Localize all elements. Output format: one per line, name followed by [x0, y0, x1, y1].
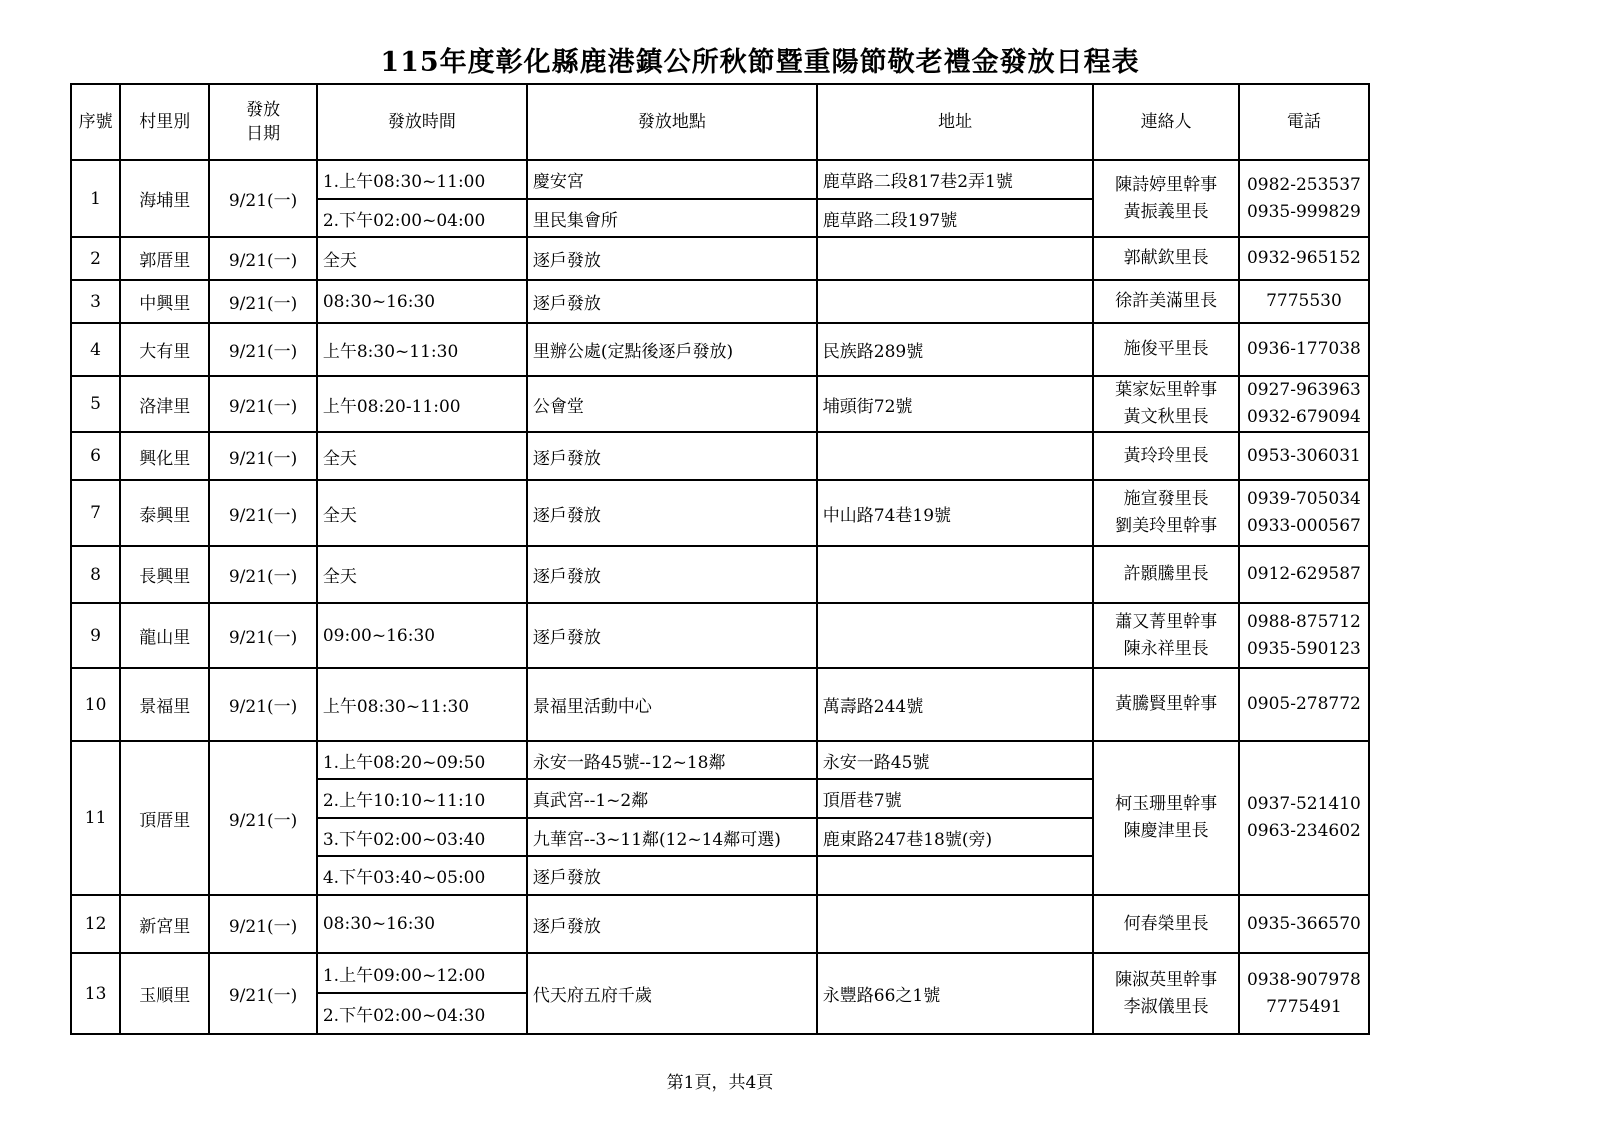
cell-place: 逐戶發放 [527, 603, 817, 668]
cell-place: 逐戶發放 [527, 856, 817, 895]
cell-village: 新宮里 [120, 895, 209, 953]
header-date [209, 84, 317, 160]
cell-seq: 1 [71, 160, 120, 237]
cell-phone-line: 0953-306031 [1246, 445, 1361, 466]
cell-contact-line: 李淑儀里長 [1123, 996, 1209, 1017]
cell-place: 真武宮--1~2鄰 [527, 779, 817, 818]
cell-contact-line: 黃文秋里長 [1123, 407, 1209, 427]
table-row [71, 237, 1369, 280]
cell-seq: 11 [71, 741, 120, 895]
cell-village: 海埔里 [120, 160, 209, 237]
cell-time: 1.上午09:00~12:00 [317, 953, 527, 993]
cell-contact-line: 葉家妘里幹事 [1115, 380, 1218, 400]
cell-phone [1239, 603, 1369, 668]
table-row [71, 376, 1369, 432]
cell-contact-line: 陳慶津里長 [1123, 821, 1209, 841]
cell-date: 9/21(一) [209, 323, 317, 376]
cell-address [817, 603, 1094, 668]
cell-contact [1093, 741, 1238, 895]
cell-place: 逐戶發放 [527, 546, 817, 603]
cell-place: 景福里活動中心 [527, 668, 817, 741]
cell-seq: 7 [71, 480, 120, 546]
table-row [71, 603, 1369, 668]
cell-place: 永安一路45號--12~18鄰 [527, 741, 817, 779]
cell-contact-line: 郭献欽里長 [1123, 248, 1209, 268]
cell-village: 景福里 [120, 668, 209, 741]
cell-seq: 5 [71, 376, 120, 432]
cell-date: 9/21(一) [209, 237, 317, 280]
header-phone: 電話 [1239, 84, 1369, 160]
header-date-line1: 發放 [246, 100, 281, 120]
header-place: 發放地點 [527, 84, 817, 160]
table-row [71, 323, 1369, 376]
cell-time: 08:30~16:30 [317, 280, 527, 323]
cell-address: 中山路74巷19號 [817, 480, 1094, 546]
cell-date: 9/21(一) [209, 546, 317, 603]
cell-place: 里辦公處(定點後逐戶發放) [527, 323, 817, 376]
cell-time: 上午08:20-11:00 [317, 376, 527, 432]
cell-contact-line: 施俊平里長 [1123, 339, 1209, 359]
cell-time: 09:00~16:30 [317, 603, 527, 668]
cell-village: 大有里 [120, 323, 209, 376]
cell-place: 逐戶發放 [527, 432, 817, 480]
cell-address: 鹿草路二段817巷2弄1號 [817, 160, 1094, 199]
cell-contact [1093, 280, 1238, 323]
cell-date: 9/21(一) [209, 953, 317, 1034]
cell-place: 里民集會所 [527, 199, 817, 237]
cell-phone [1239, 480, 1369, 546]
cell-time: 全天 [317, 432, 527, 480]
cell-phone [1239, 953, 1369, 1034]
cell-address [817, 546, 1094, 603]
cell-address [817, 895, 1094, 953]
table-row [71, 160, 1369, 199]
cell-phone-line: 0988-875712 [1246, 611, 1361, 632]
cell-phone [1239, 895, 1369, 953]
cell-seq: 10 [71, 668, 120, 741]
cell-date: 9/21(一) [209, 668, 317, 741]
table-row [71, 895, 1369, 953]
cell-seq: 3 [71, 280, 120, 323]
cell-phone [1239, 280, 1369, 323]
table-row [71, 668, 1369, 741]
table-row [71, 280, 1369, 323]
cell-phone-line: 0938-907978 [1246, 969, 1361, 990]
cell-time: 上午08:30~11:30 [317, 668, 527, 741]
cell-phone [1239, 237, 1369, 280]
cell-contact-line: 黃玲玲里長 [1123, 445, 1209, 466]
cell-contact [1093, 668, 1238, 741]
cell-phone-line: 0982-253537 [1246, 174, 1361, 195]
header-date-line2: 日期 [246, 124, 281, 144]
cell-seq: 2 [71, 237, 120, 280]
cell-place: 逐戶發放 [527, 480, 817, 546]
cell-phone-line: 0937-521410 [1246, 794, 1361, 814]
cell-date: 9/21(一) [209, 741, 317, 895]
cell-phone-line: 0932-679094 [1246, 407, 1361, 427]
cell-time: 2.下午02:00~04:30 [317, 993, 527, 1034]
cell-contact [1093, 237, 1238, 280]
cell-place: 逐戶發放 [527, 895, 817, 953]
cell-place: 九華宮--3~11鄰(12~14鄰可選) [527, 818, 817, 856]
header-address: 地址 [817, 84, 1094, 160]
cell-contact [1093, 160, 1238, 237]
cell-phone [1239, 668, 1369, 741]
cell-time: 全天 [317, 237, 527, 280]
header-village: 村里別 [120, 84, 209, 160]
cell-address: 永安一路45號 [817, 741, 1094, 779]
cell-phone [1239, 432, 1369, 480]
cell-address: 鹿東路247巷18號(旁) [817, 818, 1094, 856]
cell-phone-line: 0939-705034 [1246, 489, 1361, 509]
cell-phone [1239, 323, 1369, 376]
table-row [71, 953, 1369, 993]
cell-time: 3.下午02:00~03:40 [317, 818, 527, 856]
cell-time: 全天 [317, 480, 527, 546]
cell-contact [1093, 432, 1238, 480]
cell-contact [1093, 603, 1238, 668]
cell-time: 1.上午08:30~11:00 [317, 160, 527, 199]
cell-contact-line: 柯玉珊里幹事 [1115, 794, 1218, 814]
table-row [71, 432, 1369, 480]
cell-village: 興化里 [120, 432, 209, 480]
cell-contact-line: 劉美玲里幹事 [1115, 516, 1218, 536]
cell-place: 逐戶發放 [527, 280, 817, 323]
cell-contact-line: 黃振義里長 [1123, 201, 1209, 222]
cell-time: 08:30~16:30 [317, 895, 527, 953]
cell-village: 中興里 [120, 280, 209, 323]
cell-contact [1093, 953, 1238, 1034]
cell-address [817, 856, 1094, 895]
cell-date: 9/21(一) [209, 160, 317, 237]
cell-date: 9/21(一) [209, 895, 317, 953]
cell-phone-line: 0912-629587 [1246, 564, 1361, 584]
cell-contact [1093, 480, 1238, 546]
cell-village: 長興里 [120, 546, 209, 603]
table-body [71, 160, 1369, 1034]
cell-phone-line: 7775530 [1266, 291, 1342, 311]
cell-date: 9/21(一) [209, 280, 317, 323]
cell-place: 慶安宮 [527, 160, 817, 199]
header-time: 發放時間 [317, 84, 527, 160]
cell-address: 永豐路66之1號 [817, 953, 1094, 1034]
cell-contact-line: 何春榮里長 [1123, 913, 1209, 934]
header-contact: 連絡人 [1093, 84, 1238, 160]
cell-phone [1239, 376, 1369, 432]
cell-date: 9/21(一) [209, 376, 317, 432]
table-row [71, 741, 1369, 779]
table-row [71, 480, 1369, 546]
cell-contact-line: 陳永祥里長 [1123, 638, 1209, 659]
cell-contact-line: 施宣發里長 [1123, 489, 1209, 509]
cell-place: 逐戶發放 [527, 237, 817, 280]
document-title: 115年度彰化縣鹿港鎮公所秋節暨重陽節敬老禮金發放日程表 [380, 47, 1140, 78]
cell-seq: 12 [71, 895, 120, 953]
cell-phone-line: 0963-234602 [1246, 821, 1361, 841]
cell-contact-line: 許顥騰里長 [1123, 564, 1209, 584]
cell-time: 1.上午08:20~09:50 [317, 741, 527, 779]
cell-contact [1093, 895, 1238, 953]
cell-time: 2.下午02:00~04:00 [317, 199, 527, 237]
cell-seq: 8 [71, 546, 120, 603]
cell-contact [1093, 376, 1238, 432]
cell-phone-line: 0935-590123 [1246, 638, 1361, 659]
cell-phone-line: 0905-278772 [1246, 694, 1361, 714]
cell-address [817, 432, 1094, 480]
cell-seq: 9 [71, 603, 120, 668]
cell-time: 2.上午10:10~11:10 [317, 779, 527, 818]
cell-phone [1239, 741, 1369, 895]
cell-phone-line: 0936-177038 [1246, 339, 1361, 359]
cell-phone-line: 0932-965152 [1246, 248, 1361, 268]
cell-place: 公會堂 [527, 376, 817, 432]
cell-phone-line: 0927-963963 [1246, 380, 1361, 400]
cell-phone-line: 0935-999829 [1246, 201, 1361, 222]
cell-seq: 4 [71, 323, 120, 376]
cell-phone [1239, 546, 1369, 603]
cell-date: 9/21(一) [209, 432, 317, 480]
cell-contact [1093, 546, 1238, 603]
cell-village: 洛津里 [120, 376, 209, 432]
cell-contact-line: 蕭又菁里幹事 [1115, 611, 1218, 632]
page-footer: 第1頁，共4頁 [666, 1073, 774, 1093]
cell-village: 泰興里 [120, 480, 209, 546]
cell-address: 萬壽路244號 [817, 668, 1094, 741]
cell-phone-line: 7775491 [1266, 996, 1342, 1017]
cell-address [817, 280, 1094, 323]
cell-address: 埔頭街72號 [817, 376, 1094, 432]
cell-contact [1093, 323, 1238, 376]
cell-phone-line: 0935-366570 [1246, 913, 1361, 934]
cell-address [817, 237, 1094, 280]
cell-village: 龍山里 [120, 603, 209, 668]
cell-date: 9/21(一) [209, 480, 317, 546]
cell-time: 全天 [317, 546, 527, 603]
cell-date: 9/21(一) [209, 603, 317, 668]
header-row [71, 84, 1369, 160]
table-row [71, 546, 1369, 603]
cell-address: 鹿草路二段197號 [817, 199, 1094, 237]
schedule-table [70, 83, 1370, 1035]
cell-seq: 13 [71, 953, 120, 1034]
cell-address: 頂厝巷7號 [817, 779, 1094, 818]
cell-address: 民族路289號 [817, 323, 1094, 376]
cell-time: 上午8:30~11:30 [317, 323, 527, 376]
header-seq: 序號 [71, 84, 120, 160]
cell-phone-line: 0933-000567 [1246, 516, 1361, 536]
cell-village: 玉順里 [120, 953, 209, 1034]
cell-place: 代天府五府千歲 [527, 953, 817, 1034]
cell-village: 頂厝里 [120, 741, 209, 895]
cell-contact-line: 陳詩婷里幹事 [1115, 174, 1218, 195]
cell-contact-line: 陳淑英里幹事 [1115, 969, 1218, 990]
cell-seq: 6 [71, 432, 120, 480]
cell-village: 郭厝里 [120, 237, 209, 280]
cell-phone [1239, 160, 1369, 237]
cell-contact-line: 黃騰賢里幹事 [1115, 694, 1218, 714]
cell-contact-line: 徐許美滿里長 [1115, 291, 1218, 311]
cell-time: 4.下午03:40~05:00 [317, 856, 527, 895]
